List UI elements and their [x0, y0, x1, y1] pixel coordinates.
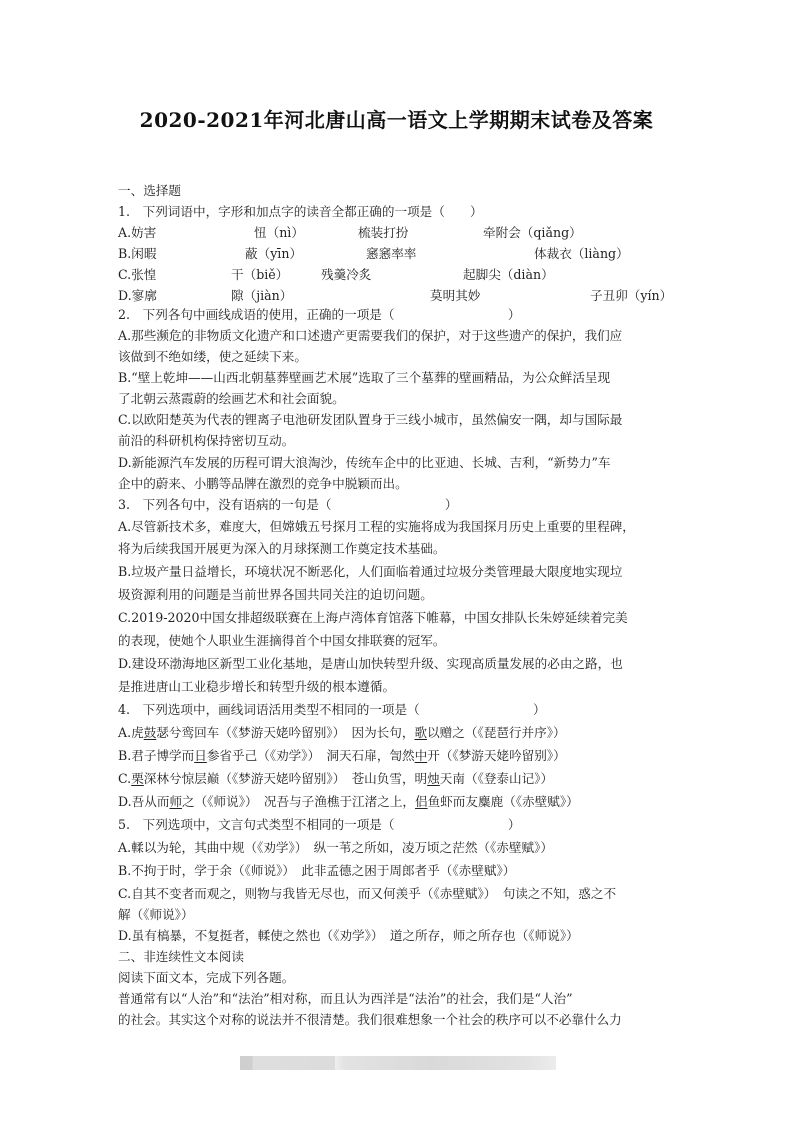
question-4-option-c — [118, 771, 678, 787]
question-3-line: 圾资源利用的问题是当前世界各国共同关注的迫切问题。 — [118, 587, 433, 602]
option-word: D.寥廓 — [118, 288, 157, 303]
option-word: 子丑卯（yín） — [590, 288, 673, 303]
text: B.君子博学而 — [118, 748, 195, 763]
question-2-line: 企中的蔚来、小鹏等品牌在激烈的竞争中脱颖而出。 — [118, 476, 408, 491]
question-2-line: 该做到不绝如缕，使之延续下来。 — [118, 349, 307, 364]
text: 鱼虾而友麋鹿（《赤壁赋》） — [427, 794, 579, 809]
section-heading-2: 二、非连续性文本阅读 — [118, 949, 244, 964]
text: 天南（《登泰山记》） — [439, 771, 554, 786]
option-word: 蔽（yīn） — [245, 246, 303, 261]
option-word: 莫明其妙 — [430, 288, 481, 303]
question-5-line: D.虽有槁暴，不复挺者，輮使之然也（《劝学》） 道之所存，师之所存也（《师说》） — [118, 928, 579, 943]
option-word: 牵附会（qiǎng） — [483, 225, 582, 240]
question-4-option-b — [118, 748, 678, 764]
question-2-stem: 2. 下列各句中画线成语的使用，正确的一项是（ ） — [118, 307, 521, 322]
option-word: A.妨害 — [118, 225, 157, 240]
underlined-word: 师 — [169, 794, 183, 809]
option-word: 残羹冷炙 — [321, 267, 372, 282]
question-3-line: 是推进唐山工业稳步增长和转型升级的根本遵循。 — [118, 679, 396, 694]
question-5-line: C.自其不变者而观之，则物与我皆无尽也，而又何羡乎（《赤壁赋》） 句读之不知，惑之不 — [118, 886, 617, 901]
question-2-line: 了北朝云蒸霞蔚的绘画艺术和社会面貌。 — [118, 391, 345, 406]
section-heading-1: 一、选择题 — [118, 183, 181, 198]
question-5-line: A.輮以为轮，其曲中规（《劝学》） 纵一苇之所如，凌万顷之茫然（《赤壁赋》） — [118, 840, 553, 855]
question-5-line: B.不拘于时，学于余（《师说》） 此非孟德之困于周郎者乎（《赤壁赋》） — [118, 863, 516, 878]
text: 以赠之（《琵琶行并序》） — [427, 725, 566, 740]
question-3-line: B.垃圾产量日益增长，环境状况不断恶化，人们面临着通过垃圾分类管理最大限度地实现垃 — [118, 564, 623, 579]
question-4-option-a — [118, 725, 678, 741]
question-2-line: A.那些濒危的非物质文化遗产和口述遗产更需要我们的保护，对于这些遗产的保护，我们应 — [118, 328, 623, 343]
question-4-stem: 4. 下列选项中，画线词语活用类型不相同的一项是（ ） — [118, 702, 546, 717]
option-word: 梳装打扮 — [358, 225, 409, 240]
text: 开（《梦游天姥吟留别》） — [427, 748, 566, 763]
question-3-line: A.尽管新技术多，难度大，但嫦娥五号探月工程的实施将成为我国探月历史上重要的里程碑， — [118, 519, 635, 534]
question-3-stem: 3. 下列各句中，没有语病的一句是（ ） — [118, 497, 458, 512]
question-4-option-d — [118, 794, 678, 810]
question-2-line: D.新能源汽车发展的历程可谓大浪淘沙，传统车企中的比亚迪、长城、吉利，“新势力”车 — [118, 455, 611, 470]
text: 之（《师说》） 况吾与子渔樵于江渚之上， — [182, 794, 416, 809]
document-title: 2020-2021年河北唐山高一语文上学期期末试卷及答案 — [139, 108, 654, 132]
question-2-line: C.以欧阳楚英为代表的锂离子电池研发团队置身于三线小城市，虽然偏安一隅，却与国际最 — [118, 412, 623, 427]
underlined-word: 侣 — [415, 794, 428, 809]
text: A.虎 — [118, 725, 144, 740]
option-word: 忸（nì） — [254, 225, 304, 240]
option-word: 体裁衣（liàng） — [534, 246, 629, 261]
blurred-footer-watermark — [240, 1056, 556, 1070]
question-3-line: C.2019-2020中国女排超级联赛在上海卢湾体育馆落下帷幕，中国女排队长朱婷延续着完美 — [118, 610, 628, 625]
question-3-line: 将为后续我国开展更为深入的月球探测工作奠定技术基础。 — [118, 541, 446, 556]
question-5-line: 解（《师说》） — [118, 907, 194, 922]
underlined-word: 烛 — [427, 771, 440, 786]
underlined-word: 栗 — [131, 771, 144, 786]
option-word: B.闲暇 — [118, 246, 157, 261]
reading-passage-line: 的社会。其实这个对称的说法并不很清楚。我们很难想象一个社会的秩序可以不必靠什么力 — [118, 1012, 622, 1027]
underlined-word: 中 — [414, 748, 428, 763]
question-1-stem: 1. 下列词语中，字形和加点字的读音全都正确的一项是（ ） — [118, 204, 483, 219]
text: 深林兮惊层巅（《梦游天姥吟留别》） 苍山负雪，明 — [143, 771, 428, 786]
option-word: 起脚尖（diàn） — [463, 267, 554, 282]
underlined-word: 歌 — [414, 725, 428, 740]
underlined-word: 日 — [194, 748, 207, 763]
question-5-stem: 5. 下列选项中，文言句式类型不相同的一项是（ ） — [118, 817, 521, 832]
option-word: C.张惶 — [118, 267, 157, 282]
text: D.吾从而 — [118, 794, 170, 809]
option-word: 隙（jiàn） — [231, 288, 293, 303]
text: 参省乎己（《劝学》） 洞天石扉，訇然 — [206, 748, 415, 763]
question-2-line: B.“壁上乾坤——山西北朝墓葬壁画艺术展”选取了三个墓葬的壁画精品，为公众鲜活呈现 — [118, 370, 611, 385]
question-3-line: D.建设环渤海地区新型工业化基地，是唐山加快转型升级、实现高质量发展的必由之路，也 — [118, 656, 623, 671]
question-2-line: 前沿的科研机构保持密切互动。 — [118, 433, 295, 448]
option-word: 窸窸率率 — [366, 246, 417, 261]
reading-instruction: 阅读下面文本，完成下列各题。 — [118, 970, 295, 985]
option-word: 干（biě） — [231, 267, 289, 282]
question-3-line: 的表现，使她个人职业生涯摘得首个中国女排联赛的冠军。 — [118, 633, 446, 648]
underlined-word: 鼓 — [143, 725, 157, 740]
text: C. — [118, 771, 132, 786]
reading-passage-line: 普通常有以“人治”和“法治”相对称，而且认为西洋是“法治”的社会，我们是“人治” — [118, 991, 573, 1006]
text: 瑟兮鸾回车（《梦游天姥吟留别》） 因为长句， — [156, 725, 415, 740]
